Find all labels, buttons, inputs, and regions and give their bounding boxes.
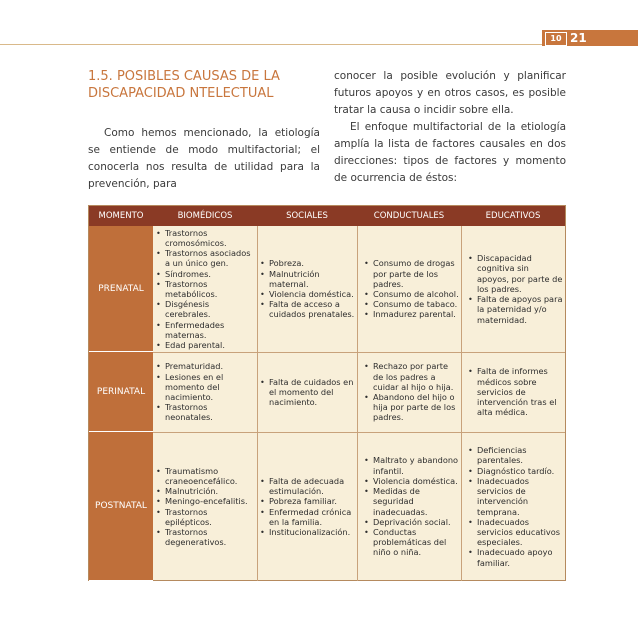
list-item: • Trastornos neonatales. [165,402,255,422]
list-item: • Deficiencias parentales. [477,445,563,465]
cell-prenatal-educativos [467,226,563,352]
cell-prenatal-biomedicos [155,226,255,352]
list-item: • Violencia doméstica. [269,289,355,299]
list-item: • Abandono del hijo o hija por parte de los padres. [373,392,459,423]
list-item: • Falta de informes médicos sobre servicios de intervención tras el alta médica. [477,366,563,417]
bullet-list [259,377,355,408]
right-paragraph-1: conocer la posible evolución y planificar futuros apoyos y en otros casos, es posible tratar la causa o incidir sobre ella. [334,70,566,116]
cell-prenatal-conductuales [363,226,459,352]
list-item: • Consumo de tabaco. [373,299,459,309]
list-item: • Trastornos metabólicos. [165,279,255,299]
list-item: • Trastornos degenerativos. [165,527,255,547]
list-item: • Malnutrición maternal. [269,269,355,289]
column-header-sociales: SOCIALES [286,211,328,221]
bullet-list [467,445,563,567]
list-item: • Discapacidad cognitiva sin apoyos, por parte de los padres. [477,253,563,294]
section-title: 1.5. POSIBLES CAUSAS DE LA DISCAPACIDAD NTELECTUAL [88,69,280,101]
list-item: • Falta de cuidados en el momento del nacimiento. [269,377,355,408]
bullet-list [155,466,255,548]
list-item: • Inmadurez parental. [373,309,459,319]
list-item: • Inadecuados servicios educativos especiales. [477,517,563,548]
list-item: • Trastornos cromosómicos. [165,228,255,248]
list-item: • Inadecuado apoyo familiar. [477,547,563,567]
list-item: • Síndromes. [165,269,255,279]
causes-table [88,205,566,581]
cell-perinatal-sociales [259,352,355,432]
bullet-list [467,366,563,417]
cell-perinatal-educativos [467,352,563,432]
list-item: • Disgénesis cerebrales. [165,299,255,319]
cell-prenatal-sociales [259,226,355,352]
list-item: • Rechazo por parte de los padres a cuidar al hijo o hija. [373,361,459,392]
cell-postnatal-educativos [467,432,563,581]
list-item: • Trastornos epilépticos. [165,507,255,527]
list-item: • Deprivación social. [373,517,459,527]
list-item: • Pobreza. [269,258,355,268]
bullet-list [363,258,459,319]
bullet-list [467,253,563,324]
cell-postnatal-sociales [259,432,355,581]
list-item: • Consumo de drogas por parte de los padres. [373,258,459,289]
list-item: • Conductas problemáticas del niño o niña. [373,527,459,558]
intro-paragraph: Como hemos mencionado, la etiología se entiende de modo multifactorial; el conocerla nos resulta de utilidad para la prevención, para [88,127,320,190]
list-item: • Consumo de alcohol. [373,289,459,299]
page-number: 21 [570,31,587,45]
list-item: • Trastornos asociados a un único gen. [165,248,255,268]
list-item: • Falta de adecuada estimulación. [269,476,355,496]
list-item: • Falta de apoyos para la paternidad y/o maternidad. [477,294,563,325]
list-item: • Pobreza familiar. [269,496,355,506]
list-item: • Diagnóstico tardío. [477,466,563,476]
row-label-perinatal: PERINATAL [89,352,153,432]
bullet-list [363,455,459,557]
cell-postnatal-conductuales [363,432,459,581]
column-header-conductuales: CONDUCTUALES [373,211,445,221]
table-header [89,206,565,226]
list-item: • Falta de acceso a cuidados prenatales. [269,299,355,319]
list-item: • Lesiones en el momento del nacimiento. [165,372,255,403]
list-item: • Medidas de seguridad inadecuadas. [373,486,459,517]
list-item: • Inadecuados servicios de intervención temprana. [477,476,563,517]
bullet-list [363,361,459,422]
column-divider [257,226,258,581]
bullet-list [259,476,355,537]
column-divider [357,226,358,581]
row-label-postnatal: POSTNATAL [89,432,153,581]
list-item: • Meningo-encefalitis. [165,496,255,506]
bullet-list [155,228,255,350]
list-item: • Institucionalización. [269,527,355,537]
list-item: • Prematuridad. [165,361,255,371]
list-item: • Enfermedades maternas. [165,320,255,340]
cell-postnatal-biomedicos [155,432,255,581]
list-item: • Edad parental. [165,340,255,350]
series-logo: 10 [545,32,567,46]
list-item: • Maltrato y abandono infantil. [373,455,459,475]
row-label-prenatal: PRENATAL [89,226,153,352]
list-item: • Enfermedad crónica en la familia. [269,507,355,527]
column-header-biomedicos: BIOMÉDICOS [177,211,233,221]
right-paragraph-2: El enfoque multifactorial de la etiología amplía la lista de factores causales en dos direcciones: tipos de factores y momento de ocurrencia de éstos: [334,121,566,184]
column-divider [461,226,462,581]
list-item: • Malnutrición. [165,486,255,496]
cell-perinatal-conductuales [363,352,459,432]
list-item: • Traumatismo craneoencefálico. [165,466,255,486]
cell-perinatal-biomedicos [155,352,255,432]
right-column [334,68,566,187]
column-header-momento: MOMENTO [98,211,144,221]
column-header-educativos: EDUCATIVOS [485,211,541,221]
bullet-list [259,258,355,319]
bullet-list [155,361,255,422]
list-item: • Violencia doméstica. [373,476,459,486]
